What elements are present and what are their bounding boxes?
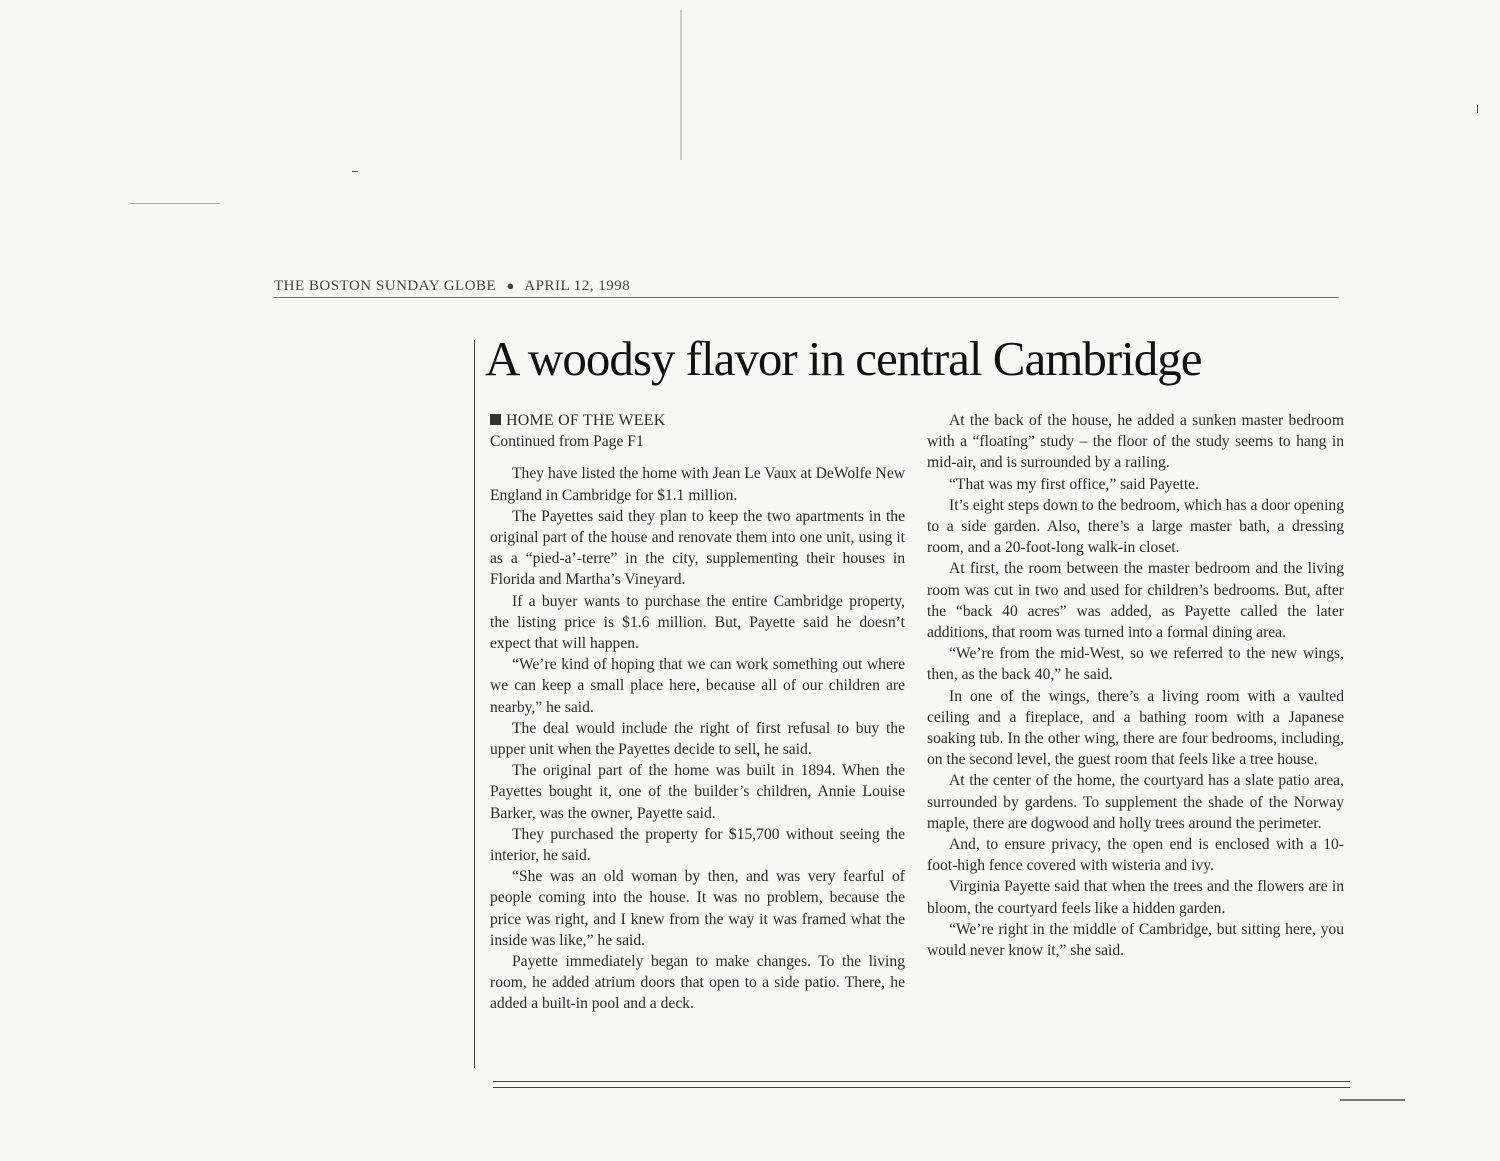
paragraph: “We’re kind of hoping that we can work something out where we can keep a small place here, because all of our children are nearby,” he said. bbox=[490, 656, 905, 716]
section-label-text: HOME OF THE WEEK bbox=[506, 412, 666, 429]
paragraph: Payette immediately began to make changes. To the living room, he added atrium doors that open to a side patio. There, he added a built-in pool and a deck. bbox=[490, 953, 905, 1013]
scan-mark bbox=[352, 171, 358, 172]
paragraph: The Payettes said they plan to keep the two apartments in the original part of the house and renovate them into one unit, using it as a “pied-a’-terre” in the city, supplementing their houses in Florida and Martha’s Vineyard. bbox=[490, 507, 905, 589]
bottom-rule-top bbox=[493, 1081, 1350, 1082]
paragraph: Virginia Payette said that when the trees and the flowers are in bloom, the courtyard feels like a hidden garden. bbox=[927, 878, 1344, 917]
publication-name: THE BOSTON SUNDAY GLOBE bbox=[274, 278, 497, 294]
paragraph: “That was my first office,” said Payette. bbox=[949, 475, 1199, 493]
paragraph: “We’re right in the middle of Cambridge, but sitting here, you would never know it,” she said. bbox=[927, 920, 1344, 960]
scan-mark bbox=[680, 10, 682, 160]
paragraph: At the center of the home, the courtyard has a slate patio area, surrounded by gardens. To supplement the shade of the Norway maple, there are dogwood and holly trees around the perimeter. bbox=[927, 772, 1344, 832]
continued-line: Continued from Page F1 bbox=[490, 433, 644, 451]
scan-mark bbox=[130, 203, 220, 204]
scan-smudge bbox=[1340, 1099, 1405, 1101]
section-square-icon bbox=[490, 414, 501, 425]
paragraph: At first, the room between the master bedroom and the living room was cut in two and used for children’s bedrooms. But, after the “back 40 acres” was added, as Payette called the later additions, that room was turned into a formal dining area. bbox=[927, 560, 1344, 642]
headline: A woodsy flavor in central Cambridge bbox=[485, 331, 1202, 386]
bottom-rule-bottom bbox=[493, 1087, 1350, 1088]
scan-mark bbox=[1477, 105, 1478, 113]
paragraph: In one of the wings, there’s a living room with a vaulted ceiling and a fireplace, and a bathing room with a Japanese soaking tub. In the other wing, there are four bedrooms, including, on the second level, the guest room that feels like a tree house. bbox=[927, 687, 1344, 769]
paragraph: It’s eight steps down to the bedroom, which has a door opening to a side garden. Also, there’s a large master bath, a dressing room, and a 20-foot-long walk-in closet. bbox=[927, 496, 1344, 557]
masthead-separator: ● bbox=[506, 278, 515, 293]
paragraph: They have listed the home with Jean Le Vaux at DeWolfe New England in Cambridge for $1.1 million. bbox=[490, 465, 905, 504]
article-column-left bbox=[490, 410, 905, 1015]
paragraph: “She was an old woman by then, and was very fearful of people coming into the house. It was no problem, because the price was right, and I knew from the way it was framed what the inside was like,” he said. bbox=[490, 868, 905, 949]
paragraph: If a buyer wants to purchase the entire Cambridge property, the listing price is $1.6 million. But, Payette said he doesn’t expect that will happen. bbox=[490, 592, 905, 653]
section-label bbox=[490, 410, 905, 431]
paragraph: At the back of the house, he added a sunken master bedroom with a “floating” study – the floor of the study seems to hang in mid-air, and is surrounded by a railing. bbox=[927, 412, 1344, 472]
article-column-right bbox=[927, 410, 1344, 961]
paragraph: The original part of the home was built in 1894. When the Payettes bought it, one of the builder’s children, Annie Louise Barker, was the owner, Payette said. bbox=[490, 762, 905, 822]
paragraph: “We’re from the mid-West, so we referred to the new wings, then, as the back 40,” he said. bbox=[927, 645, 1344, 684]
paragraph: The deal would include the right of first refusal to buy the upper unit when the Payettes decide to sell, he said. bbox=[490, 719, 905, 759]
masthead bbox=[274, 278, 1339, 298]
paragraph: And, to ensure privacy, the open end is enclosed with a 10-foot-high fence covered with wisteria and ivy. bbox=[927, 836, 1344, 875]
column-divider bbox=[474, 340, 475, 1068]
paragraph: They purchased the property for $15,700 without seeing the interior, he said. bbox=[490, 825, 905, 865]
publication-date: APRIL 12, 1998 bbox=[524, 278, 631, 294]
